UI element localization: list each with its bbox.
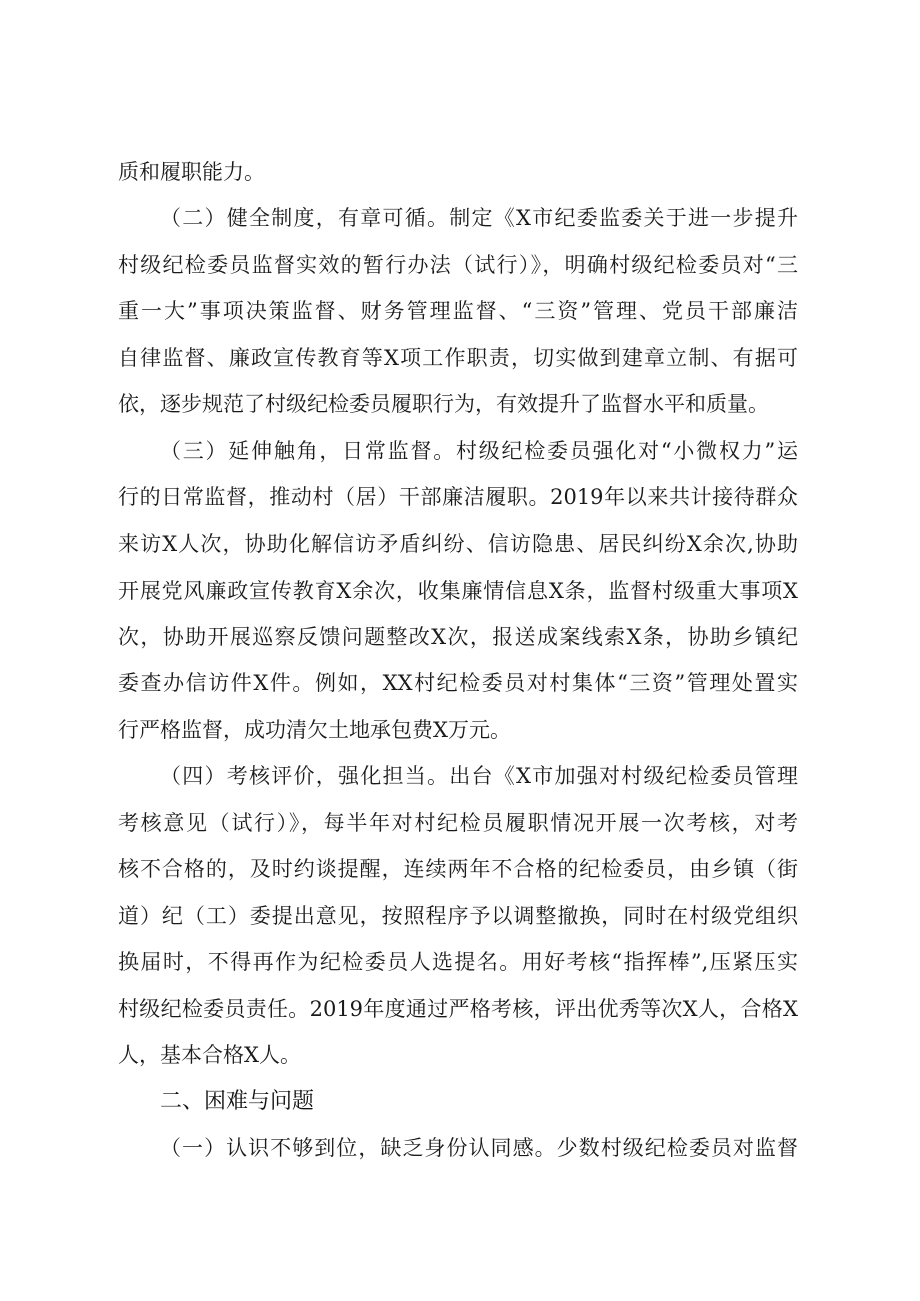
paragraph-4-line-1: （四）考核评价，强化担当。出台《X市加强对村级纪检委员管理 — [160, 764, 798, 788]
paragraph-3-line-5: 次，协助开展巡察反馈问题整改X次，报送成案线索X条，协助乡镇纪 — [118, 625, 798, 649]
paragraph-2-line-4: 自律监督、廉政宣传教育等X项工作职责，切实做到建章立制、有据可 — [118, 346, 798, 370]
paragraph-3-line-6: 委查办信访件X件。例如，XX村纪检委员对村集体“三资”管理处置实 — [118, 671, 798, 695]
paragraph-3-line-3: 来访X人次，协助化解信访矛盾纠纷、信访隐患、居民纠纷X余次,协助 — [118, 532, 798, 556]
paragraph-4-line-7: 人，基本合格X人。 — [118, 1043, 301, 1067]
paragraph-1-line-1: 质和履职能力。 — [118, 160, 265, 184]
paragraph-4-line-2: 考核意见（试行）》，每半年对村纪检员履职情况开展一次考核，对考 — [118, 811, 798, 835]
paragraph-3-line-2: 行的日常监督，推动村（居）干部廉洁履职。2019年以来共计接待群众 — [118, 485, 798, 509]
paragraph-3-line-7: 行严格监督，成功清欠土地承包费X万元。 — [118, 718, 511, 742]
section-heading-2: 二、困难与问题 — [160, 1089, 315, 1114]
paragraph-2-line-2: 村级纪检委员监督实效的暂行办法（试行）》，明确村级纪检委员对“三 — [118, 253, 798, 277]
paragraph-4-line-3: 核不合格的，及时约谈提醒，连续两年不合格的纪检委员，由乡镇（街 — [118, 857, 798, 881]
paragraph-2-line-3: 重一大”事项决策监督、财务管理监督、“三资”管理、党员干部廉洁 — [118, 299, 798, 323]
paragraph-4-line-5: 换届时，不得再作为纪检委员人选提名。用好考核“指挥棒”,压紧压实 — [118, 950, 798, 974]
paragraph-4-line-4: 道）纪（工）委提出意见，按照程序予以调整撤换，同时在村级党组织 — [118, 904, 798, 928]
paragraph-2-line-5: 依，逐步规范了村级纪检委员履职行为，有效提升了监督水平和质量。 — [118, 392, 769, 416]
paragraph-4-line-6: 村级纪检委员责任。2019年度通过严格考核，评出优秀等次X人，合格X — [118, 997, 798, 1021]
paragraph-2-line-1: （二）健全制度，有章可循。制定《X市纪委监委关于进一步提升 — [160, 206, 798, 230]
paragraph-5-line-1: （一）认识不够到位，缺乏身份认同感。少数村级纪检委员对监督 — [160, 1136, 798, 1160]
paragraph-3-line-4: 开展党风廉政宣传教育X余次，收集廉情信息X条，监督村级重大事项X — [118, 579, 798, 603]
paragraph-3-line-1: （三）延伸触角，日常监督。村级纪检委员强化对“小微权力”运 — [160, 439, 798, 463]
